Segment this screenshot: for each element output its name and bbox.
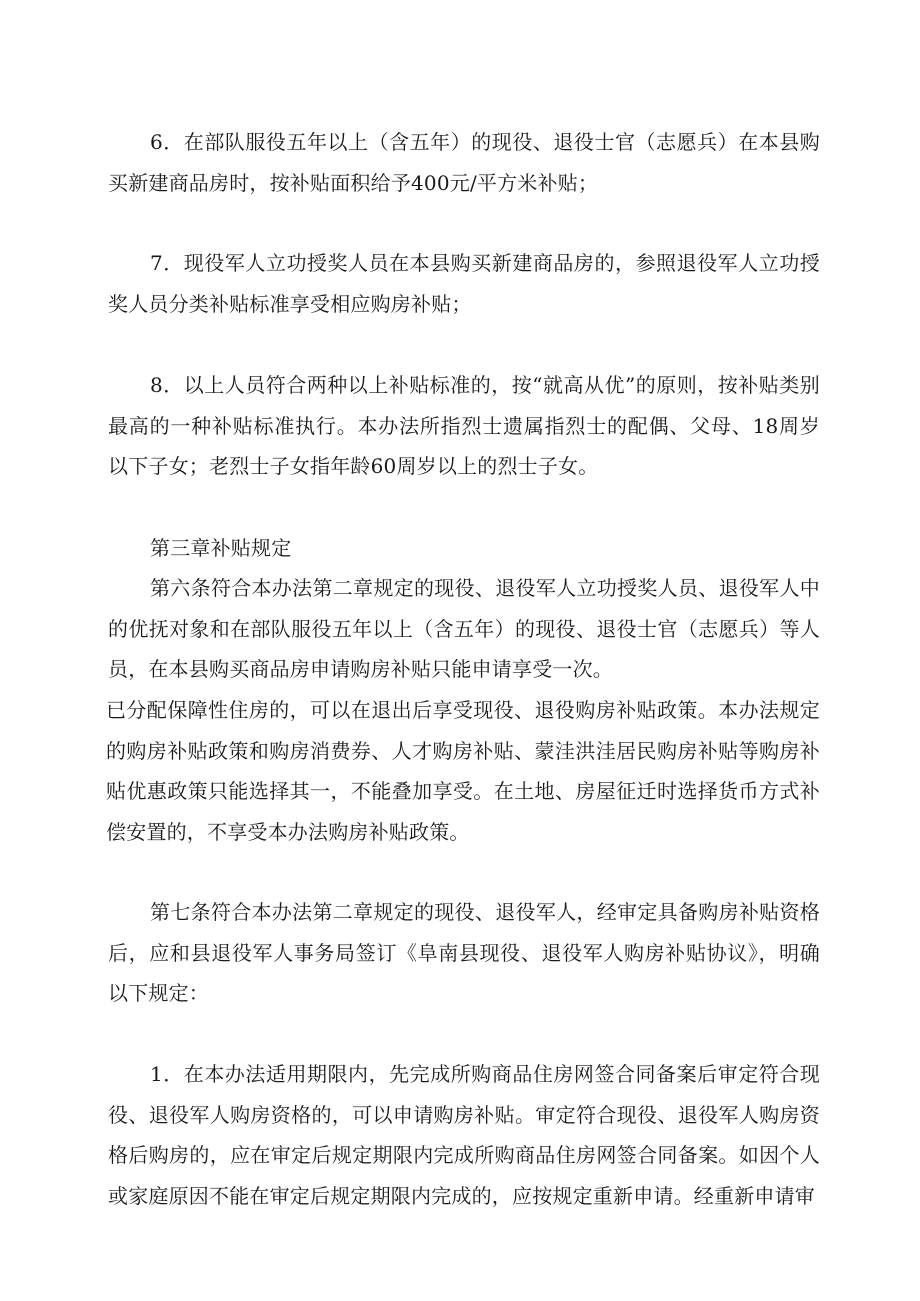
paragraph-item-8: 8．以上人员符合两种以上补贴标准的，按“就高从优”的原则，按补贴类别最高的一种补贴标准执行。本办法所指烈士遗属指烈士的配偶、父母、18周岁以下子女；老烈士子女指年龄60周岁以上的烈士子女。	[108, 373, 820, 478]
chapter-heading: 第三章补贴规定	[150, 536, 292, 560]
paragraph-item-7: 7．现役军人立功授奖人员在本县购买新建商品房的，参照退役军人立功授奖人员分类补贴标准享受相应购房补贴；	[108, 251, 820, 316]
article-seven-item-1: 1．在本办法适用期限内，先完成所购商品住房网签合同备案后审定符合现役、退役军人购房资格的，可以申请购房补贴。审定符合现役、退役军人购房资格后购房的，应在审定后规定期限内完成所购商品住房网签合同备案。如因个人或家庭原因不能在审定后规定期限内完成的，应按规定重新申请。经重新申请审	[108, 1062, 820, 1208]
article-six-continuation: 已分配保障性住房的，可以在退出后享受现役、退役购房补贴政策。本办法规定的购房补贴政策和购房消费券、人才购房补贴、蒙洼洪洼居民购房补贴等购房补贴优惠政策只能选择其一，不能叠加享受。在土地、房屋征迁时选择货币方式补偿安置的，不享受本办法购房补贴政策。	[106, 698, 820, 844]
article-seven-paragraph: 第七条符合本办法第二章规定的现役、退役军人，经审定具备购房补贴资格后，应和县退役军人事务局签订《阜南县现役、退役军人购房补贴协议》，明确以下规定：	[108, 900, 820, 1005]
article-six-paragraph: 第六条符合本办法第二章规定的现役、退役军人立功授奖人员、退役军人中的优抚对象和在部队服役五年以上（含五年）的现役、退役士官（志愿兵）等人员，在本县购买商品房申请购房补贴只能申请享受一次。	[108, 576, 820, 681]
paragraph-item-6: 6．在部队服役五年以上（含五年）的现役、退役士官（志愿兵）在本县购买新建商品房时，按补贴面积给予400元/平方米补贴；	[108, 130, 820, 195]
